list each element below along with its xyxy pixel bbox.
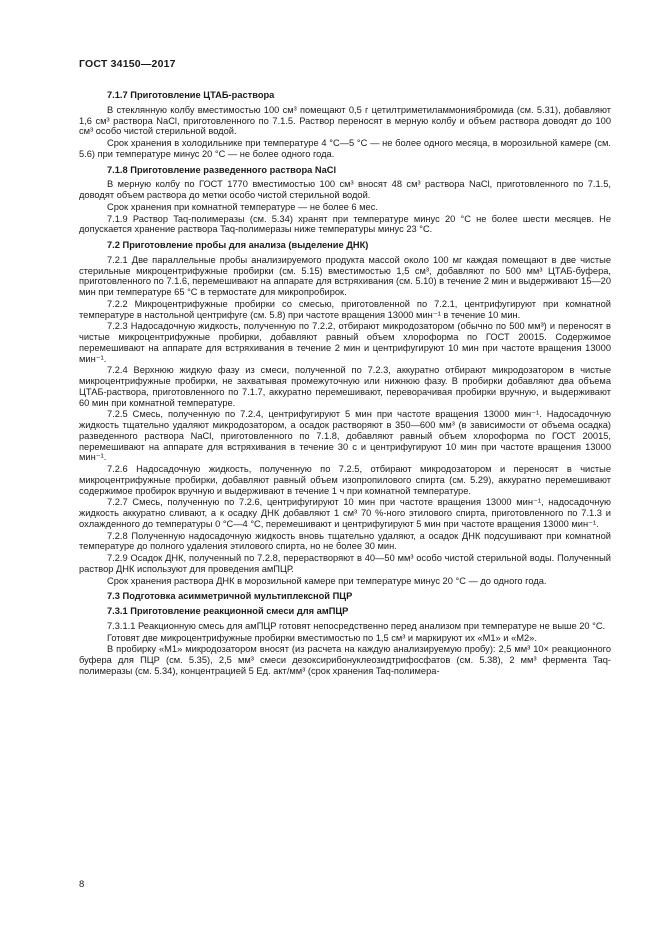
document-body [79,90,611,677]
paragraph: В пробирку «М1» микродозатором вносят (из расчета на каждую анализируемую пробу): 2,5 мм³ 10× реакционного буфера для ПЦР (см. 5.35), 2,5 мм³ смеси дезоксирибонуклеозидтрифосфатов (см. 5.38), 2 мм³ фермента Taq-полимеразы (см. 5.34), концентрацией 5 Ед. акт/мм³ (срок хранения Taq-полимера- [79,644,611,676]
paragraph: В стеклянную колбу вместимостью 100 см³ помещают 0,5 г цетилтриметиламмониябромида (см. 5.31), добавляют 1,6 см³ раствора NaCl, приготовленного по 7.1.5. Раствор переносят в мерную колбу и объем раствора доводят до 100 см³ особо чистой стерильной водой. [79,104,611,137]
section-heading: 7.1.8 Приготовление разведенного раствора NaCl [107,164,337,175]
section-heading: 7.3 Подготовка асимметричной мультиплексной ПЦР [107,591,353,602]
paragraph: 7.2.7 Смесь, полученную по 7.2.6, центрифугируют 10 мин при частоте вращения 13000 мин⁻¹, надосадочную жидкость аккуратно сливают, а к осадку ДНК добавляют 1 см³ 70 %-ного этилового спирта, приготовленного по 7.1.3 и охлажденного до температуры 0 °С—4 °С, перемешивают и центрифугируют 5 мин при частоте вращения 13000 мин⁻¹. [79,497,611,529]
paragraph: 7.2.8 Полученную надосадочную жидкость вновь тщательно удаляют, а осадок ДНК подсушивают при комнатной температуре до полного удаления этилового спирта, но не более 30 мин. [79,530,611,552]
section-heading: 7.1.7 Приготовление ЦТАБ-раствора [107,90,275,100]
section-heading: 7.3.1 Приготовление реакционной смеси для амПЦР [107,606,349,616]
paragraph: В мерную колбу по ГОСТ 1770 вместимостью 100 см³ вносят 48 см³ раствора NaCl, приготовленного по 7.1.5, доводят объем раствора до метки особо чистой стерильной водой. [79,179,611,200]
page-number: 8 [79,879,85,890]
document-page [79,58,611,678]
document-header: ГОСТ 34150—2017 [79,58,176,70]
paragraph: Срок хранения в холодильнике при температуре 4 °С—5 °С — не более одного месяца, в морозильной камере (см. 5.6) при температуре минус 20 °С — не более одного года. [79,138,611,159]
paragraph: Срок хранения при комнатной температуре — не более 6 мес. [107,201,378,212]
paragraph: Срок хранения раствора ДНК в морозильной камере при температуре минус 20 °С — до одного года. [107,575,547,586]
paragraph: 7.2.9 Осадок ДНК, полученный по 7.2.8, перерастворяют в 40—50 мм³ особо чистой стерильной воды. Полученный раствор ДНК используют для проведения амПЦР. [79,553,611,574]
paragraph: 7.1.9 Раствор Taq-полимеразы (см. 5.34) хранят при температуре минус 20 °С не более шести месяцев. Не допускается хранение раствора Taq-полимеразы ниже температуры минус 23 °С. [79,213,611,235]
paragraph: 7.2.3 Надосадочную жидкость, полученную по 7.2.2, отбирают микродозатором (обычно по 500 мм³) и переносят в чистые микроцентрифужные пробирки, добавляют равный объем хлороформа по ГОСТ 20015. Содержимое перемешивают на аппарате для встряхивания в течение 2 мин и центрифугируют 10 мин при частоте вращения 13000 мин⁻¹. [79,321,611,364]
paragraph: Готовят две микроцентрифужные пробирки вместимостью по 1,5 см³ и маркируют их «М1» и «М2». [107,632,537,643]
paragraph: 7.2.2 Микроцентрифужные пробирки со смесью, приготовленной по 7.2.1, центрифугируют при комнатной температуре в настольной центрифуге (см. 5.8) при частоте вращения 13000 мин⁻¹ в течение 10 мин. [79,298,611,320]
paragraph: 7.3.1.1 Реакционную смесь для амПЦР готовят непосредственно перед анализом при температуре не выше 20 °С. [107,620,606,631]
section-heading: 7.2 Приготовление пробы для анализа (выделение ДНК) [107,240,369,250]
paragraph: 7.2.1 Две параллельные пробы анализируемого продукта массой около 100 мг каждая помещают в две чистые стерильные микроцентрифужные пробирки (см. 5.15) вместимостью 1,5 см³, добавляют по 500 мм³ ЦТАБ-буфера, приготовленного по 7.1.6, перемешивают на аппарате для встряхивания (см. 5.10) в течение 2 мин и выдерживают 15—20 мин при температуре 65 °С в термостате для микропробирок. [79,254,611,297]
paragraph: 7.2.5 Смесь, полученную по 7.2.4, центрифугируют 5 мин при частоте вращения 13000 мин⁻¹. Надосадочную жидкость тщательно удаляют микродозатором, а осадок растворяют в 350—600 мм³ (в зависимости от объема осадка) разведенного раствора NaCl, приготовленного по 7.1.8, добавляют равный объем хлороформа по ГОСТ 20015, перемешивают на аппарате для встряхивания в течение 30 с и центрифугируют 10 мин при частоте вращения 13000 мин⁻¹. [79,409,611,463]
paragraph: 7.2.4 Верхнюю жидкую фазу из смеси, полученной по 7.2.3, аккуратно отбирают микродозатором в чистые микроцентрифужные пробирки, не захватывая промежуточную или нижнюю фазу. В пробирки добавляют два объема ЦТАБ-раствора, приготовленного по 7.1.7, аккуратно перемешивают, переворачивая пробирки вручную, и выдерживают 60 мин при комнатной температуре. [79,365,611,408]
paragraph: 7.2.6 Надосадочную жидкость, полученную по 7.2.5, отбирают микродозатором и переносят в чистые микроцентрифужные пробирки, добавляют равный объем изопропилового спирта (см. 5.29), аккуратно перемешивают содержимое пробирок вручную и выдерживают в течение 1 ч при комнатной температуре. [79,464,611,496]
